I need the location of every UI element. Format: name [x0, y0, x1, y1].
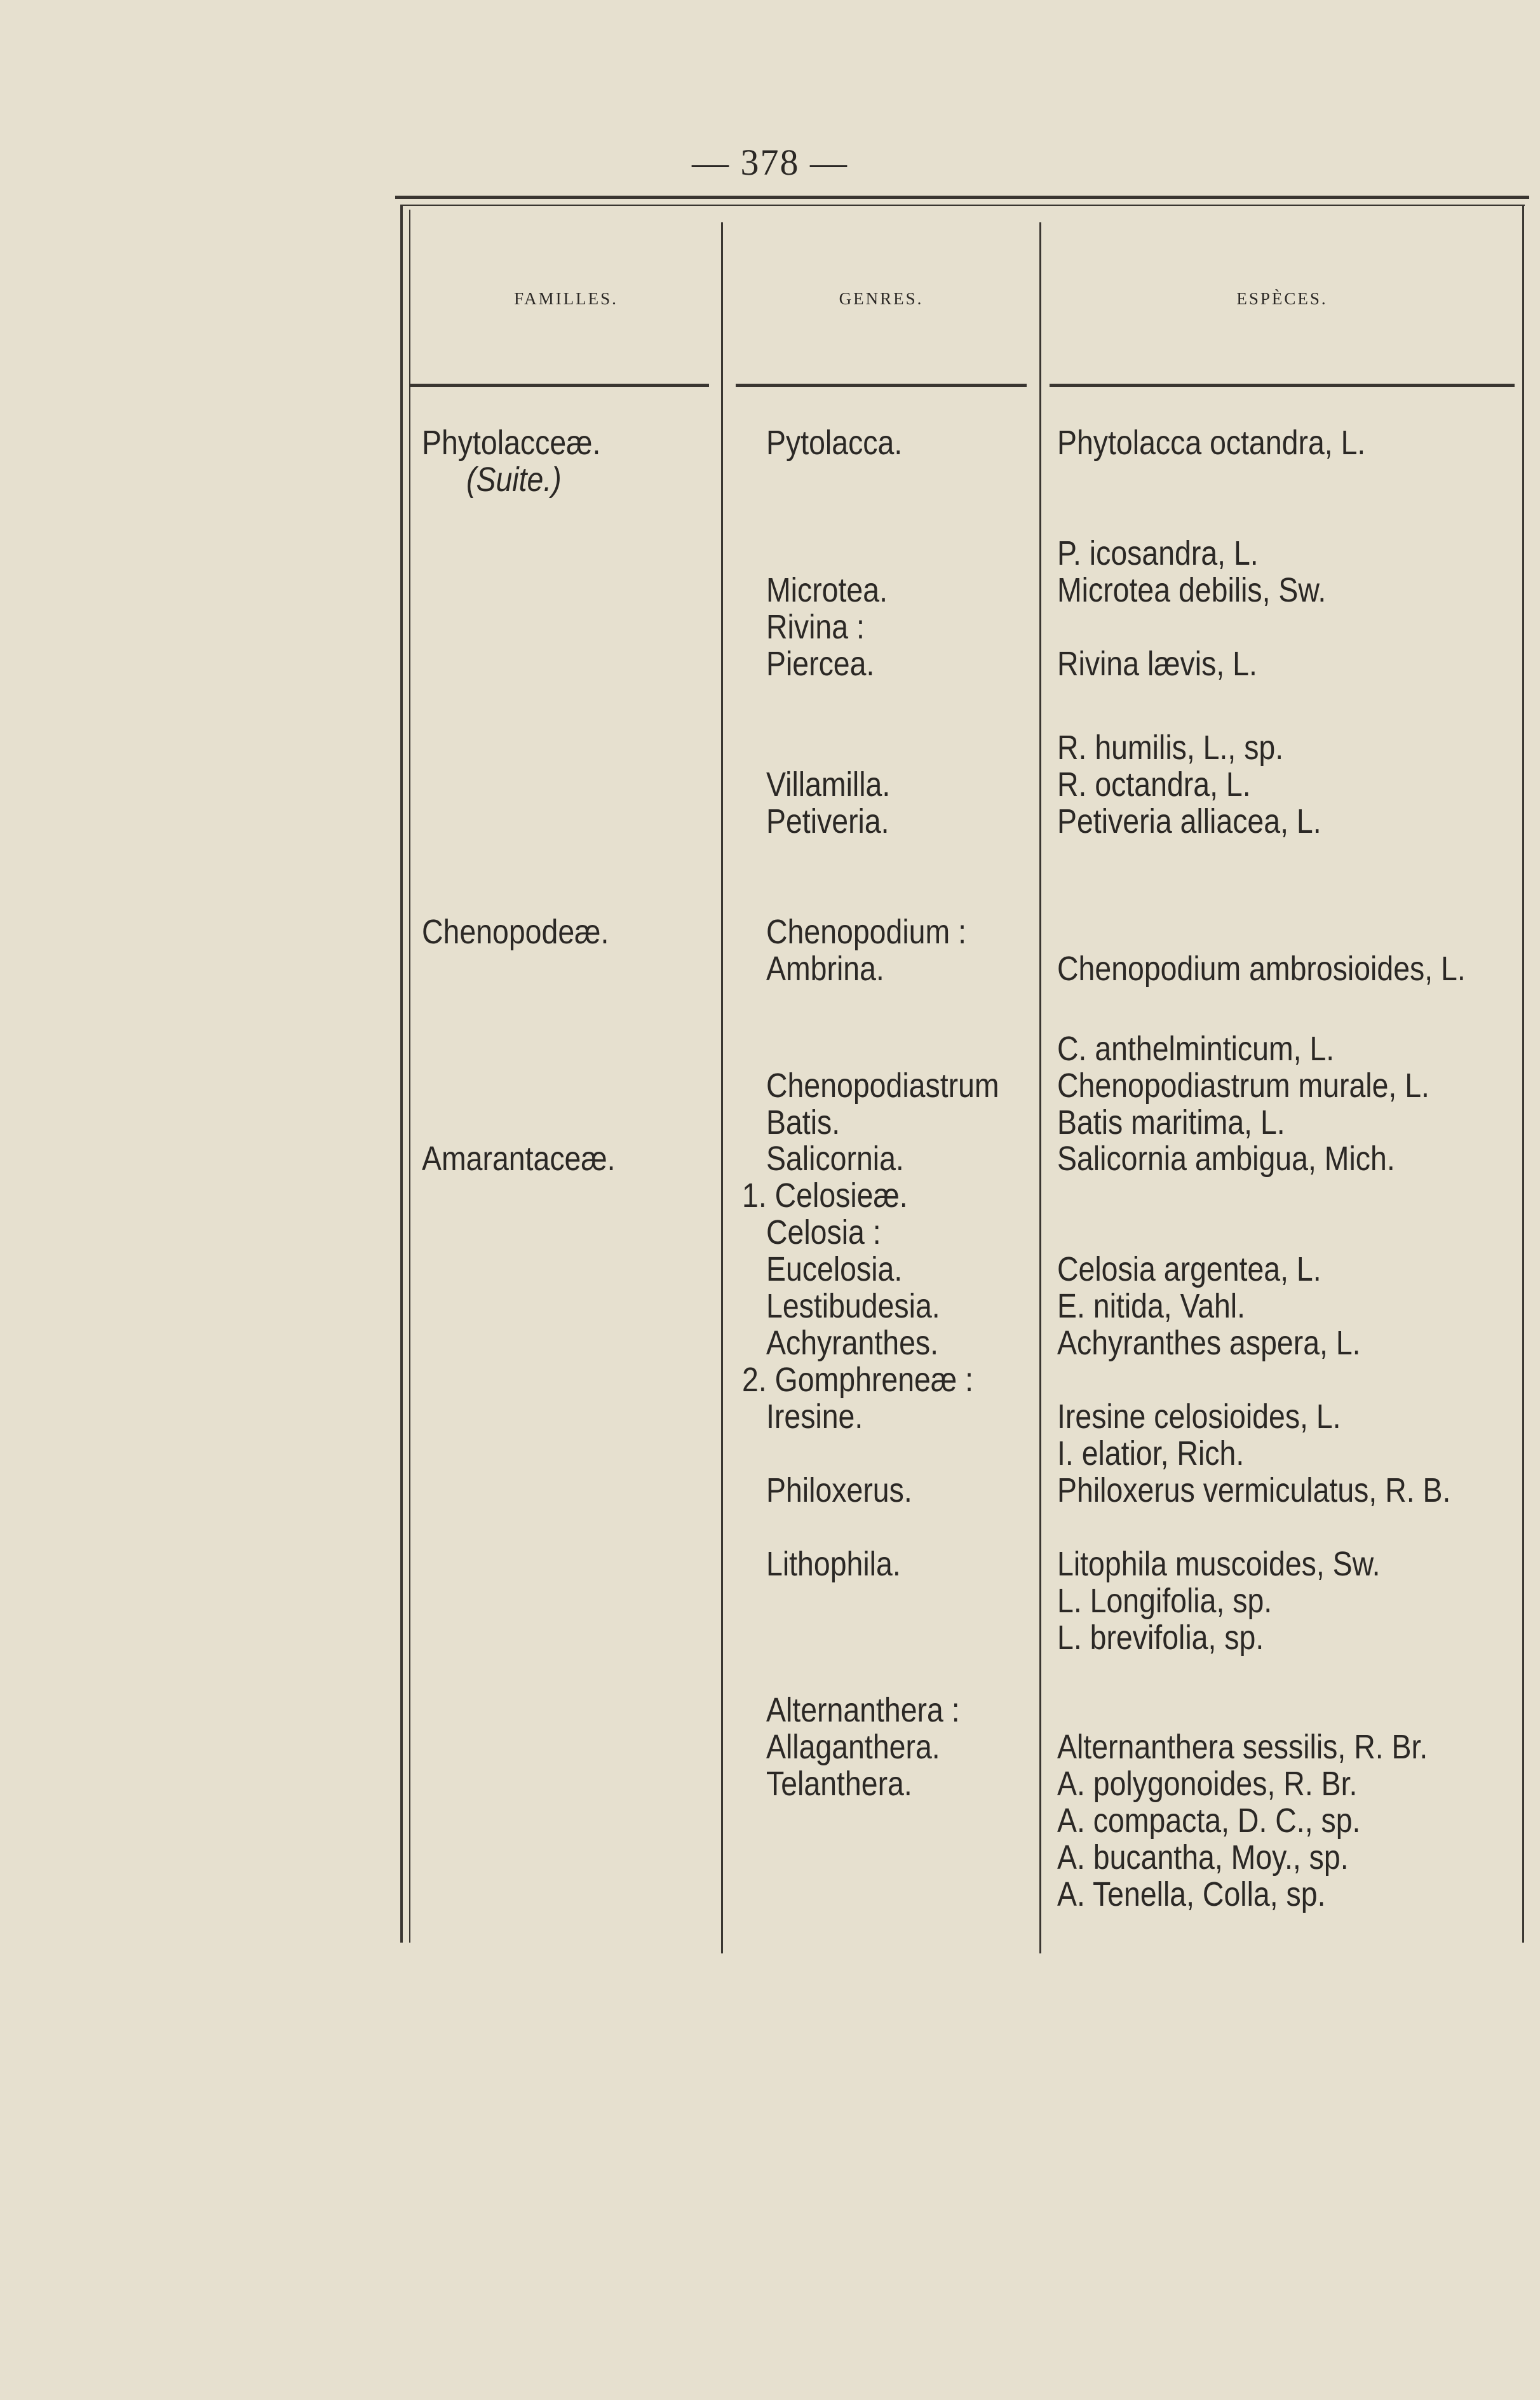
- header-underline-familles: [410, 384, 709, 387]
- famille-entry: Chenopodeæ.: [422, 913, 609, 951]
- genre-entry: 1. Celosieæ.: [742, 1176, 908, 1215]
- genre-entry: Chenopodiastrum: [766, 1067, 999, 1105]
- espece-entry: Iresine celosioides, L.: [1057, 1398, 1341, 1436]
- espece-entry: Alternanthera sessilis, R. Br.: [1057, 1728, 1428, 1766]
- famille-entry: (Suite.): [466, 461, 562, 499]
- espece-entry: Celosia argentea, L.: [1057, 1250, 1321, 1288]
- espece-entry: Petiveria alliacea, L.: [1057, 802, 1321, 840]
- espece-entry: Litophila muscoides, Sw.: [1057, 1545, 1381, 1583]
- genre-entry: Allaganthera.: [766, 1728, 940, 1766]
- espece-entry: A. compacta, D. C., sp.: [1057, 1802, 1361, 1840]
- header-genres: GENRES.: [839, 289, 924, 308]
- genre-entry: Rivina :: [766, 608, 865, 646]
- espece-entry: Microtea debilis, Sw.: [1057, 571, 1327, 609]
- espece-entry: A. bucantha, Moy., sp.: [1057, 1838, 1349, 1877]
- genre-entry: Eucelosia.: [766, 1250, 903, 1288]
- genre-entry: Achyranthes.: [766, 1324, 939, 1362]
- header-underline-genres: [736, 384, 1027, 387]
- espece-entry: Achyranthes aspera, L.: [1057, 1324, 1361, 1362]
- espece-entry: L. brevifolia, sp.: [1057, 1619, 1264, 1657]
- espece-entry: Chenopodium ambrosioides, L.: [1057, 950, 1466, 988]
- espece-entry: Batis maritima, L.: [1057, 1103, 1285, 1142]
- genre-entry: Pytolacca.: [766, 424, 903, 462]
- famille-entry: Phytolacceæ.: [422, 424, 601, 462]
- genre-entry: Telanthera.: [766, 1765, 912, 1803]
- genre-entry: Villamilla.: [766, 765, 891, 804]
- genre-entry: Lithophila.: [766, 1545, 901, 1583]
- espece-entry: E. nitida, Vahl.: [1057, 1287, 1246, 1325]
- genre-entry: Alternanthera :: [766, 1691, 960, 1729]
- espece-entry: R. octandra, L.: [1057, 765, 1251, 804]
- header-especes: ESPÈCES.: [1236, 289, 1328, 308]
- espece-entry: Phytolacca octandra, L.: [1057, 424, 1366, 462]
- espece-entry: A. Tenella, Colla, sp.: [1057, 1875, 1326, 1913]
- page-number: — 378 —: [692, 142, 848, 183]
- left-border-inner: [409, 210, 410, 1943]
- genre-entry: Chenopodium :: [766, 913, 966, 951]
- espece-entry: Salicornia ambigua, Mich.: [1057, 1140, 1395, 1178]
- genre-entry: Celosia :: [766, 1213, 881, 1251]
- famille-entry: Amarantaceæ.: [422, 1140, 616, 1178]
- genre-entry: Batis.: [766, 1103, 841, 1142]
- top-rule-thin: [400, 205, 1525, 206]
- left-border-outer: [400, 205, 403, 1943]
- genre-entry: Salicornia.: [766, 1140, 904, 1178]
- genre-entry: Piercea.: [766, 645, 875, 683]
- espece-entry: P. icosandra, L.: [1057, 534, 1259, 572]
- espece-entry: Rivina lævis, L.: [1057, 645, 1257, 683]
- espece-entry: Philoxerus vermiculatus, R. B.: [1057, 1471, 1451, 1509]
- divider-familles-genres: [721, 222, 723, 1953]
- espece-entry: L. Longifolia, sp.: [1057, 1582, 1273, 1620]
- espece-entry: C. anthelminticum, L.: [1057, 1030, 1335, 1068]
- espece-entry: Chenopodiastrum murale, L.: [1057, 1067, 1429, 1105]
- genre-entry: Philoxerus.: [766, 1471, 912, 1509]
- genre-entry: 2. Gomphreneæ :: [742, 1361, 973, 1399]
- espece-entry: R. humilis, L., sp.: [1057, 729, 1284, 767]
- genre-entry: Ambrina.: [766, 950, 884, 988]
- genre-entry: Microtea.: [766, 571, 888, 609]
- genre-entry: Lestibudesia.: [766, 1287, 940, 1325]
- divider-genres-especes: [1039, 222, 1041, 1953]
- genre-entry: Petiveria.: [766, 802, 889, 840]
- right-border: [1522, 205, 1524, 1943]
- header-underline-especes: [1050, 384, 1515, 387]
- top-rule: [395, 196, 1529, 199]
- header-familles: FAMILLES.: [514, 289, 618, 308]
- espece-entry: I. elatior, Rich.: [1057, 1434, 1245, 1473]
- espece-entry: A. polygonoides, R. Br.: [1057, 1765, 1358, 1803]
- genre-entry: Iresine.: [766, 1398, 863, 1436]
